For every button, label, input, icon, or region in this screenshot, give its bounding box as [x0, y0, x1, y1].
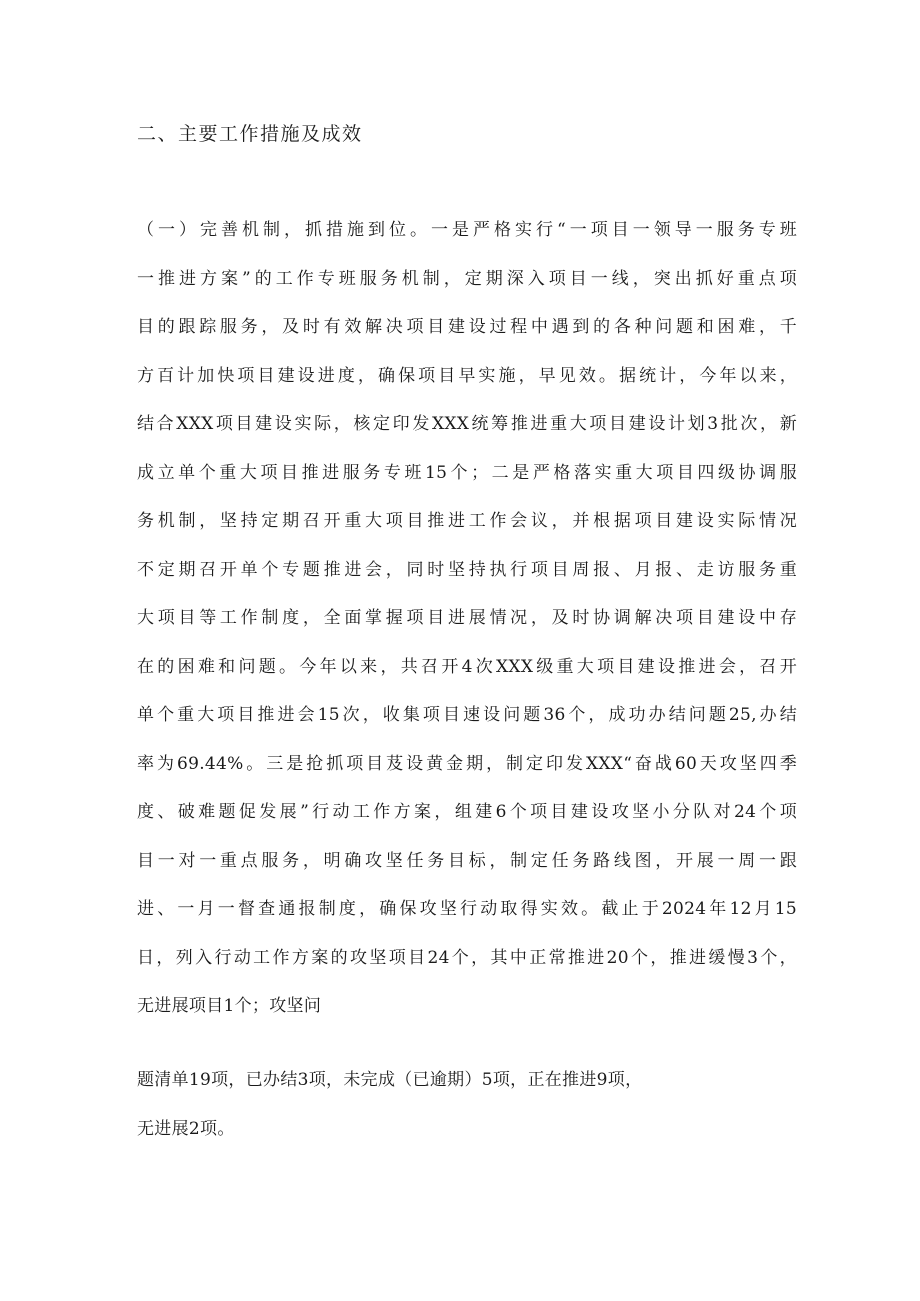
- text-line: 成立单个重大项目推进服务专班15个；二是严格落实重大项目四级协调服: [137, 462, 797, 483]
- text-line: 不定期召开单个专题推进会，同时坚持执行项目周报、月报、走访服务重: [137, 559, 797, 580]
- text-line: 结合XXX项目建设实际，核定印发XXX统筹推进重大项目建设计划3批次，新: [137, 414, 797, 434]
- text-line: 方百计加快项目建设进度，确保项目早实施，早见效。据统计，今年以来，: [137, 365, 797, 386]
- text-line: 度、破难题促发展”行动工作方案，组建6个项目建设攻坚小分队对24个项: [137, 802, 797, 822]
- text-line: 大项目等工作制度，全面掌握项目进展情况，及时协调解决项目建设中存: [137, 608, 797, 628]
- text-line: 率为69.44%。三是抢抓项目芨设黄金期，制定印发XXX“奋战60天攻坚四季: [137, 753, 797, 774]
- text-line: 单个重大项目推进会15次，收集项目速设问题36个，成功办结问题25,办结: [137, 705, 797, 725]
- text-line: 日，列入行动工作方案的攻坚项目24个，其中正常推进20个，推进缓慢3个，: [137, 947, 797, 968]
- text-line: 一推进方案”的工作专班服务机制，定期深入项目一线，突出抓好重点项: [137, 268, 797, 289]
- text-line: 务机制，坚持定期召开重大项目推进工作会议，并根据项目建设实际情况: [137, 511, 797, 531]
- text-line: 在的困难和问题。今年以来，共召开4次XXX级重大项目建设推进会，召开: [137, 656, 797, 677]
- text-line: 进、一月一督查通报制度，确保攻坚行动取得实效。截止于2024年12月15: [137, 899, 797, 919]
- body-paragraph: [137, 1105, 797, 1154]
- text-line: 目的跟踪服务，及时有效解决项目建设过程中遇到的各种问题和困难，千: [137, 317, 797, 337]
- text-line: 无进展项目1个；攻坚问: [137, 996, 322, 1016]
- text-line: 目一对一重点服务，明确攻坚任务目标，制定任务路线图，开展一周一跟: [137, 850, 797, 871]
- text-line: （一）完善机制，抓措施到位。一是严格实行“一项目一领导一服务专班: [137, 220, 797, 240]
- body-paragraph: [137, 206, 797, 1031]
- text-line: 无进展2项。: [137, 1119, 235, 1139]
- section-heading: 二、主要工作措施及成效: [137, 123, 363, 145]
- body-paragraph: [137, 1055, 797, 1105]
- text-line: 题清单19项，已办结3项，未完成（已逾期）5项，正在推进9项，: [137, 1070, 643, 1090]
